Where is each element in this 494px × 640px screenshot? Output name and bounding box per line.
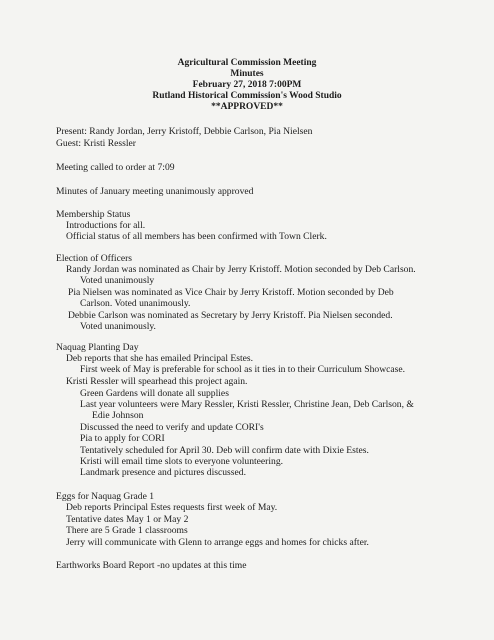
election-line: Carlson. Voted unanimously. bbox=[80, 298, 191, 309]
planting-day-line: Discussed the need to verify and update CORI's bbox=[80, 422, 264, 433]
membership-heading: Membership Status bbox=[56, 209, 131, 220]
planting-day-line: First week of May is preferable for school as it ties in to their Curriculum Showcase. bbox=[80, 364, 406, 375]
eggs-line: Deb reports Principal Estes requests first week of May. bbox=[66, 502, 278, 513]
planting-day-heading: Naquag Planting Day bbox=[56, 342, 139, 353]
document-title: Agricultural Commission Meeting bbox=[177, 58, 317, 68]
present-line: Present: Randy Jordan, Jerry Kristoff, Debbie Carlson, Pia Nielsen bbox=[56, 126, 313, 137]
eggs-line: There are 5 Grade 1 classrooms bbox=[66, 525, 188, 536]
election-line: Voted unanimously. bbox=[80, 321, 156, 332]
approval-status: **APPROVED** bbox=[211, 102, 283, 112]
eggs-line: Tentative dates May 1 or May 2 bbox=[66, 514, 189, 525]
election-line: Pia Nielsen was nominated as Vice Chair by Jerry Kristoff. Motion seconded by Deb bbox=[68, 287, 394, 298]
planting-day-line: Green Gardens will donate all supplies bbox=[80, 388, 229, 399]
document-header bbox=[0, 58, 494, 113]
planting-day-line: Kristi will email time slots to everyone volunteering. bbox=[80, 456, 284, 467]
election-line: Voted unanimously bbox=[80, 275, 155, 286]
election-line: Randy Jordan was nominated as Chair by Jerry Kristoff. Motion seconded by Deb Carlson. bbox=[66, 264, 416, 275]
election-heading: Election of Officers bbox=[56, 253, 133, 264]
earthworks-report: Earthworks Board Report -no updates at this time bbox=[56, 560, 247, 571]
membership-line: Introductions for all. bbox=[66, 220, 146, 231]
planting-day-line: Kristi Ressler will spearhead this project again. bbox=[66, 376, 248, 387]
document-subtitle: Minutes bbox=[230, 69, 264, 79]
guest-line: Guest: Kristi Ressler bbox=[56, 138, 136, 149]
meeting-location: Rutland Historical Commission's Wood Studio bbox=[152, 91, 342, 101]
eggs-heading: Eggs for Naquag Grade 1 bbox=[56, 491, 155, 502]
membership-line: Official status of all members has been confirmed with Town Clerk. bbox=[66, 231, 327, 242]
planting-day-line: Landmark presence and pictures discussed. bbox=[80, 467, 246, 478]
planting-day-line: Tentatively scheduled for April 30. Deb will confirm date with Dixie Estes. bbox=[80, 445, 369, 456]
planting-day-line: Pia to apply for CORI bbox=[80, 433, 165, 444]
eggs-line: Jerry will communicate with Glenn to arrange eggs and homes for chicks after. bbox=[66, 537, 369, 548]
planting-day-line: Last year volunteers were Mary Ressler, Kristi Ressler, Christine Jean, Deb Carlson, & bbox=[80, 399, 414, 410]
election-line: Debbie Carlson was nominated as Secretary by Jerry Kristoff. Pia Nielsen seconded. bbox=[68, 310, 393, 321]
planting-day-line: Deb reports that she has emailed Principal Estes. bbox=[66, 353, 254, 364]
minutes-approval: Minutes of January meeting unanimously approved bbox=[56, 186, 254, 197]
call-to-order: Meeting called to order at 7:09 bbox=[56, 162, 175, 173]
planting-day-line: Edie Johnson bbox=[92, 410, 144, 421]
meeting-date: February 27, 2018 7:00PM bbox=[192, 80, 302, 90]
